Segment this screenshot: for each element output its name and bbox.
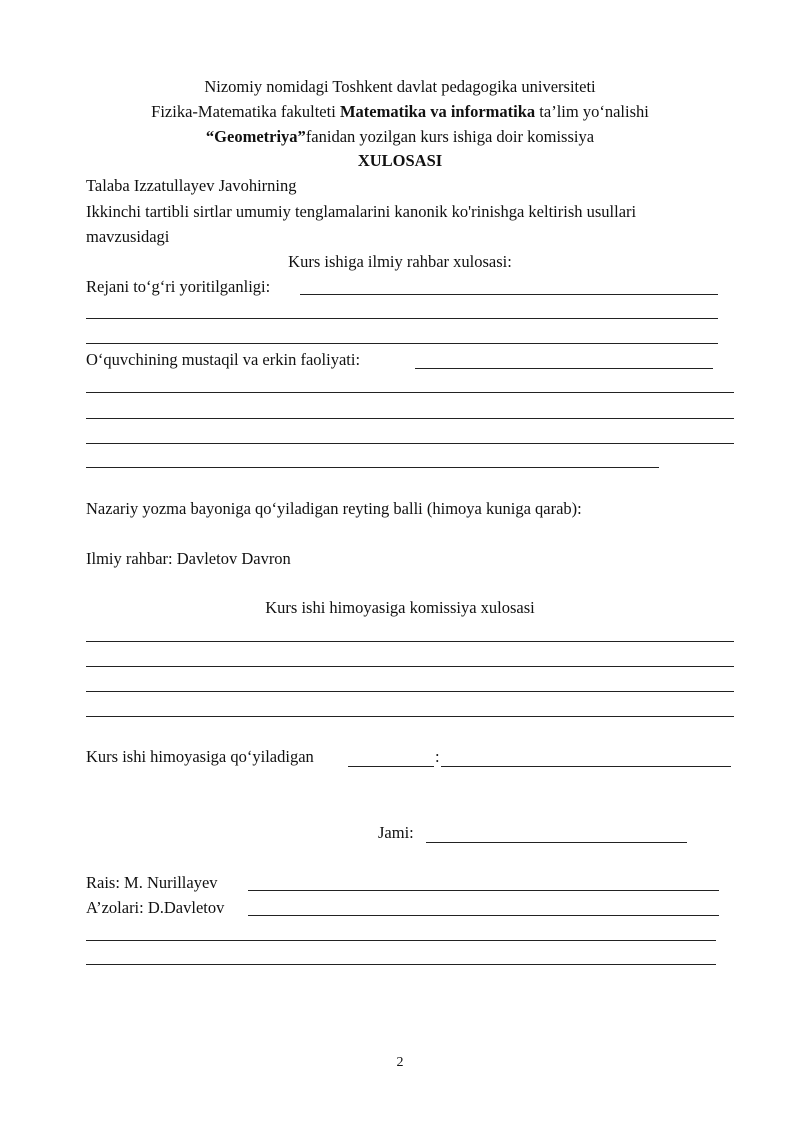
independent-answer-line-5[interactable]: [86, 467, 659, 468]
subject-line: [0, 127, 800, 147]
chair-signature-line[interactable]: [248, 890, 719, 891]
student-line: Talaba Izzatullayev Javohirning: [86, 176, 297, 195]
defense-colon: :: [435, 747, 440, 766]
university-name: Nizomiy nomidagi Toshkent davlat pedagogika universiteti: [204, 77, 596, 96]
program-direction: ta’lim yo‘nalishi: [535, 102, 649, 121]
document-title-text: XULOSASI: [357, 151, 443, 170]
members-label: A’zolari: D.Davletov: [86, 898, 225, 917]
plan-label: Rejani to‘g‘ri yoritilganligi:: [86, 277, 271, 296]
members-signature-line-3[interactable]: [86, 964, 716, 965]
faculty-line: [0, 102, 800, 122]
plan-answer-line-3[interactable]: [86, 343, 718, 344]
faculty-text: Fizika-Matematika fakulteti: [151, 102, 340, 121]
commission-line-4[interactable]: [86, 716, 734, 717]
defense-label: Kurs ishi himoyasiga qo‘yiladigan: [86, 747, 314, 766]
supervisor-label: Ilmiy rahbar: Davletov Davron: [86, 549, 291, 568]
program-name: Matematika va informatika: [339, 102, 536, 121]
rating-label: Nazariy yozma bayoniga qo‘yiladigan reyting balli (himoya kuniga qarab):: [86, 499, 582, 518]
topic-line-2: mavzusidagi: [86, 227, 170, 246]
commission-title: Kurs ishi himoyasiga komissiya xulosasi: [265, 598, 535, 617]
independent-label: O‘quvchining mustaqil va erkin faoliyati:: [86, 350, 361, 369]
defense-blank-1[interactable]: [348, 766, 434, 767]
independent-answer-line[interactable]: [415, 368, 713, 369]
independent-answer-line-3[interactable]: [86, 418, 734, 419]
independent-answer-line-4[interactable]: [86, 443, 734, 444]
defense-blank-2[interactable]: [441, 766, 731, 767]
independent-answer-line-2[interactable]: [86, 392, 734, 393]
commission-line-2[interactable]: [86, 666, 734, 667]
plan-answer-line[interactable]: [300, 294, 718, 295]
chair-label: Rais: M. Nurillayev: [86, 873, 218, 892]
commission-line-1[interactable]: [86, 641, 734, 642]
supervisor-section-title: Kurs ishiga ilmiy rahbar xulosasi:: [288, 252, 512, 271]
members-signature-line-2[interactable]: [86, 940, 716, 941]
total-blank[interactable]: [426, 842, 687, 843]
subject-rest: fanidan yozilgan kurs ishiga doir komissiya: [305, 127, 595, 146]
topic-line-1: Ikkinchi tartibli sirtlar umumiy tenglamalarini kanonik ko'rinishga keltirish usullari: [86, 202, 637, 221]
commission-line-3[interactable]: [86, 691, 734, 692]
page-number: 2: [396, 1055, 404, 1070]
total-label: Jami:: [378, 823, 414, 842]
document-title: [0, 151, 800, 171]
plan-answer-line-2[interactable]: [86, 318, 718, 319]
subject-name: “Geometriya”: [205, 127, 306, 146]
members-signature-line[interactable]: [248, 915, 719, 916]
